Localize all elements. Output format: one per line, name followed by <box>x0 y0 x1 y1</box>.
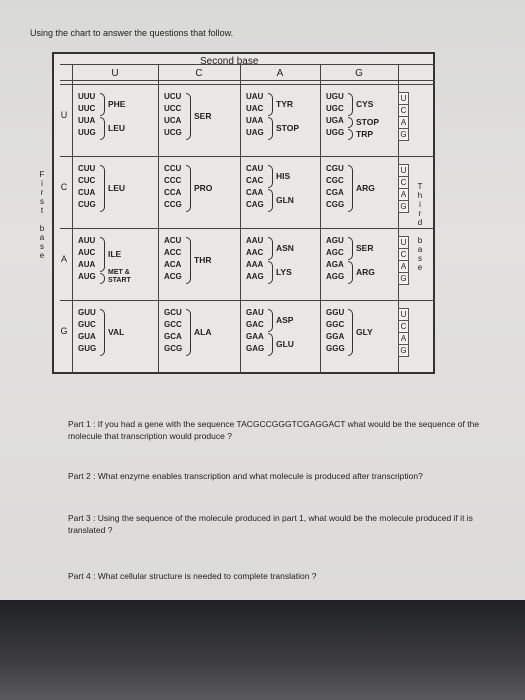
codon: AGG <box>326 272 345 281</box>
amino-acid-label: CYS <box>356 98 374 109</box>
codon-group-brace <box>186 165 191 212</box>
codon: ACA <box>164 260 182 269</box>
codon: UGU <box>326 92 344 101</box>
codon: UUA <box>78 116 96 125</box>
codon: UUC <box>78 104 96 113</box>
codon: AGU <box>326 236 344 245</box>
third-base-side-letter: h <box>417 191 423 200</box>
codon-group-brace <box>100 117 105 140</box>
codon: CGG <box>326 200 345 209</box>
codon: ACC <box>164 248 182 257</box>
third-base-letter: C <box>398 248 409 261</box>
codon: GAA <box>246 332 264 341</box>
amino-acid-label: HIS <box>276 170 291 181</box>
codon: GGA <box>326 332 345 341</box>
codon: AAG <box>246 272 264 281</box>
codon: AGA <box>326 260 344 269</box>
codon: UCA <box>164 116 182 125</box>
codon: UAA <box>246 116 264 125</box>
codon: AUG <box>78 272 96 281</box>
instructions-text: Using the chart to answer the questions that follow. <box>30 28 234 38</box>
first-base-side-letter: e <box>39 251 45 260</box>
codon-group-brace <box>348 165 353 212</box>
third-base-letter: C <box>398 176 409 189</box>
amino-acid-label: STOP <box>356 116 379 127</box>
amino-acid-label: LEU <box>108 182 125 193</box>
third-base-side-letter: r <box>418 209 422 218</box>
amino-acid-label: GLN <box>276 194 294 205</box>
second-base-header: A <box>276 68 284 79</box>
amino-acid-label: ALA <box>194 326 212 337</box>
codon: UGG <box>326 128 345 137</box>
first-base-divider <box>72 64 73 374</box>
question-part-3: Part 3 : Using the sequence of the molecule produced in part 1, what would be the molecule produced if it is translated ? <box>68 513 473 535</box>
third-base-letter: A <box>398 260 409 273</box>
codon: CUC <box>78 176 96 185</box>
first-base-letter: C <box>60 182 68 192</box>
row-divider <box>60 300 435 301</box>
codon: CCC <box>164 176 182 185</box>
codon: CGU <box>326 164 344 173</box>
amino-acid-label: LYS <box>276 266 292 277</box>
third-base-letter: A <box>398 116 409 129</box>
third-base-side-letter: s <box>418 254 422 263</box>
amino-acid-label: ARG <box>356 182 375 193</box>
codon: AAU <box>246 236 264 245</box>
amino-acid-label: PRO <box>194 182 213 193</box>
amino-acid-label: TRP <box>356 128 373 139</box>
row-divider <box>60 84 435 85</box>
second-base-header: U <box>111 68 119 79</box>
third-base-side-letter: i <box>419 200 421 209</box>
codon: AUC <box>78 248 96 257</box>
third-base-letter: A <box>398 332 409 345</box>
codon-group-brace <box>186 309 191 356</box>
codon: ACG <box>164 272 182 281</box>
amino-acid-label: SER <box>194 110 212 121</box>
codon: CAA <box>246 188 264 197</box>
third-base-letter: A <box>398 188 409 201</box>
first-base-side-letter: b <box>39 224 45 233</box>
codon-group-brace <box>268 237 273 260</box>
codon: ACU <box>164 236 182 245</box>
codon: GUA <box>78 332 96 341</box>
third-base-letter: C <box>398 320 409 333</box>
codon: UAC <box>246 104 264 113</box>
codon: UGA <box>326 116 344 125</box>
first-base-side-letter: a <box>39 233 45 242</box>
amino-acid-label: VAL <box>108 326 125 337</box>
codon: CAG <box>246 200 264 209</box>
dark-background-area <box>0 600 525 700</box>
codon: GCU <box>164 308 182 317</box>
codon-group-brace <box>268 189 273 212</box>
amino-acid-label: PHE <box>108 98 126 109</box>
codon: GAC <box>246 320 264 329</box>
codon: GCA <box>164 332 182 341</box>
question-part-4: Part 4 : What cellular structure is needed to complete translation ? <box>68 571 317 581</box>
codon: GGU <box>326 308 345 317</box>
codon: GGG <box>326 344 345 353</box>
amino-acid-label: GLY <box>356 326 373 337</box>
first-base-side-letter: s <box>40 242 44 251</box>
codon-group-brace <box>268 93 273 116</box>
second-base-label: Second base <box>200 56 259 67</box>
codon-group-brace <box>100 237 105 272</box>
amino-acid-label: STOP <box>276 122 299 133</box>
codon-group-brace <box>268 261 273 284</box>
codon: CCG <box>164 200 182 209</box>
third-base-letter: C <box>398 104 409 117</box>
codon: CCA <box>164 188 182 197</box>
codon-group-brace <box>348 309 353 356</box>
third-base-letter: G <box>398 344 409 357</box>
codon: UAU <box>246 92 264 101</box>
codon: AAA <box>246 260 264 269</box>
amino-acid-label: ARG <box>356 266 375 277</box>
third-base-side-letter: d <box>417 218 423 227</box>
codon: CGC <box>326 176 344 185</box>
codon: GGC <box>326 320 345 329</box>
codon: CGA <box>326 188 344 197</box>
first-base-side-letter: F <box>39 170 45 179</box>
codon: GCG <box>164 344 183 353</box>
codon: GUU <box>78 308 96 317</box>
amino-acid-label: SER <box>356 242 374 253</box>
codon: AUA <box>78 260 96 269</box>
first-base-side-letter: s <box>40 197 44 206</box>
question-part-2: Part 2 : What enzyme enables transcription and what molecule is produced after transcription? <box>68 471 423 481</box>
codon: GUG <box>78 344 97 353</box>
amino-acid-label: GLU <box>276 338 294 349</box>
codon: UUU <box>78 92 96 101</box>
first-base-side-letter: t <box>40 206 44 215</box>
third-base-letter: G <box>398 272 409 285</box>
row-divider <box>60 156 435 157</box>
codon-group-brace <box>186 93 191 140</box>
codon: UAG <box>246 128 264 137</box>
amino-acid-label: TYR <box>276 98 293 109</box>
codon: UCC <box>164 104 182 113</box>
codon-group-brace <box>100 309 105 356</box>
codon: AGC <box>326 248 344 257</box>
codon: AAC <box>246 248 264 257</box>
third-base-letter: G <box>398 128 409 141</box>
column-divider <box>320 64 321 374</box>
header-divider <box>60 80 435 81</box>
first-base-letter: A <box>60 254 67 264</box>
codon: CUA <box>78 188 96 197</box>
third-base-side-letter: e <box>417 263 423 272</box>
codon: GCC <box>164 320 182 329</box>
second-base-header: C <box>195 68 203 79</box>
codon: CUU <box>78 164 96 173</box>
first-base-side-letter: r <box>40 188 44 197</box>
codon-group-brace <box>186 237 191 284</box>
third-base-side-letter: b <box>417 236 423 245</box>
codon: UCU <box>164 92 182 101</box>
amino-acid-label: START <box>108 277 131 284</box>
codon: GAG <box>246 344 265 353</box>
amino-acid-label: ASP <box>276 314 294 325</box>
amino-acid-label: ILE <box>108 248 122 259</box>
codon: GUC <box>78 320 96 329</box>
third-base-letter: U <box>398 308 409 321</box>
amino-acid-label: THR <box>194 254 212 265</box>
first-base-letter: U <box>60 110 68 120</box>
third-base-letter: U <box>398 164 409 177</box>
column-divider <box>240 64 241 374</box>
codon: GAU <box>246 308 264 317</box>
question-part-1: Part 1 : If you had a gene with the sequence TACGCCGGGTCGAGGACT what would be the sequence of the molecule that transcription would produce ? <box>68 419 480 441</box>
codon: CAU <box>246 164 264 173</box>
codon: CCU <box>164 164 182 173</box>
codon-group-brace <box>348 261 353 284</box>
codon-group-brace <box>268 309 273 332</box>
row-divider <box>60 228 435 229</box>
codon-group-brace <box>348 237 353 260</box>
first-base-letter: G <box>60 326 68 336</box>
third-base-letter: U <box>398 92 409 105</box>
codon-group-brace <box>268 117 273 140</box>
amino-acid-label: ASN <box>276 242 294 253</box>
third-base-letter: U <box>398 236 409 249</box>
codon-group-brace <box>100 165 105 212</box>
second-base-header: G <box>355 68 363 79</box>
codon: AUU <box>78 236 96 245</box>
codon: UUG <box>78 128 96 137</box>
first-base-side-letter: i <box>41 179 43 188</box>
codon: UCG <box>164 128 182 137</box>
third-base-side-letter: a <box>417 245 423 254</box>
amino-acid-label: LEU <box>108 122 125 133</box>
header-divider <box>60 64 435 65</box>
third-base-side-letter: T <box>417 182 423 191</box>
codon-group-brace <box>268 165 273 188</box>
codon-group-brace <box>348 93 353 116</box>
codon-group-brace <box>100 93 105 116</box>
codon: CUG <box>78 200 96 209</box>
codon: UGC <box>326 104 344 113</box>
column-divider <box>158 64 159 374</box>
codon-group-brace <box>268 333 273 356</box>
amino-acid-label: MET & <box>108 269 130 276</box>
third-base-letter: G <box>398 200 409 213</box>
codon: CAC <box>246 176 264 185</box>
